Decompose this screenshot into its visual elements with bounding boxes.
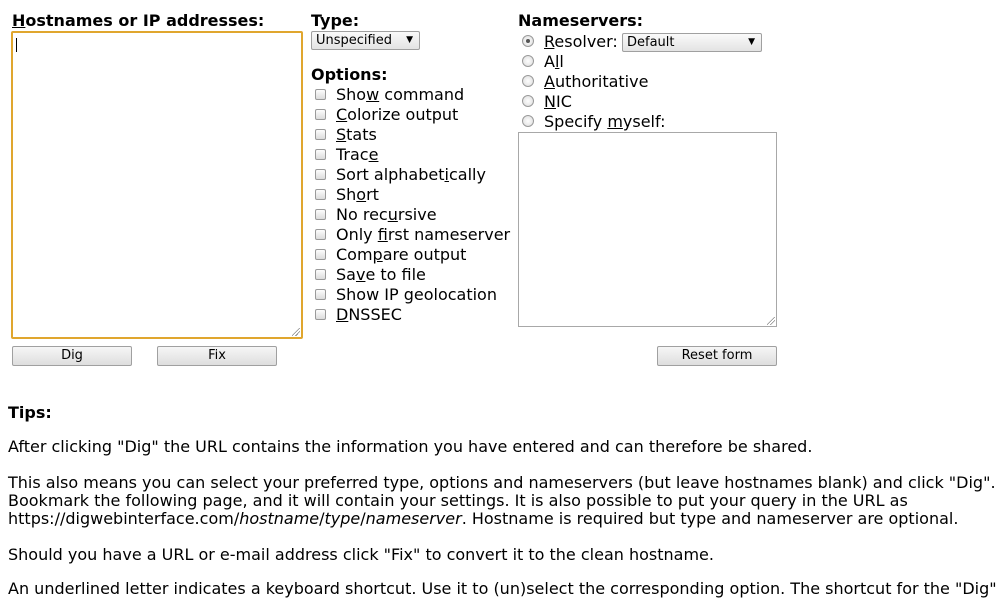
- option-label: No recursive: [336, 205, 437, 224]
- tip-shortcuts: An underlined letter indicates a keyboard shortcut. Use it to (un)select the corresponding option. The shortcut for the "Dig": [8, 579, 997, 598]
- option-checkbox[interactable]: [315, 209, 326, 220]
- resize-grip-icon[interactable]: [292, 328, 300, 336]
- text-caret: [16, 38, 17, 52]
- tip-bookmark-line2: Bookmark the following page, and it will contain your settings. It is also possible to put your query in the URL as: [8, 491, 908, 510]
- type-select-value: Unspecified: [316, 33, 392, 48]
- nameserver-radio[interactable]: [522, 35, 534, 47]
- option-label: Stats: [336, 125, 377, 144]
- type-heading: Type:: [311, 11, 360, 30]
- option-checkbox[interactable]: [315, 229, 326, 240]
- resize-grip-icon[interactable]: [767, 317, 775, 325]
- nameserver-radio[interactable]: [522, 95, 534, 107]
- dig-button[interactable]: Dig: [12, 346, 132, 366]
- option-label: Show IP geolocation: [336, 285, 497, 304]
- nameserver-radio[interactable]: [522, 75, 534, 87]
- tip-fix: Should you have a URL or e-mail address click "Fix" to convert it to the clean hostname.: [8, 545, 714, 564]
- nameserver-label: Resolver:: [544, 32, 618, 51]
- option-checkbox[interactable]: [315, 129, 326, 140]
- option-label: Trace: [336, 145, 379, 164]
- reset-form-button[interactable]: Reset form: [657, 346, 777, 366]
- option-checkbox[interactable]: [315, 309, 326, 320]
- nameservers-heading: Nameservers:: [518, 11, 644, 30]
- tips-heading: Tips:: [8, 403, 52, 422]
- tip-bookmark-line3: https://digwebinterface.com/hostname/type/nameserver. Hostname is required but type and nameserver are optional.: [8, 509, 959, 528]
- option-checkbox[interactable]: [315, 109, 326, 120]
- dropdown-arrow-icon: ▼: [406, 35, 413, 45]
- nameserver-label: NIC: [544, 92, 572, 111]
- hostnames-heading: Hostnames or IP addresses:: [12, 11, 265, 30]
- tip-share-url: After clicking "Dig" the URL contains the information you have entered and can therefore be shared.: [8, 437, 813, 456]
- option-checkbox[interactable]: [315, 249, 326, 260]
- option-checkbox[interactable]: [315, 189, 326, 200]
- option-label: Compare output: [336, 245, 467, 264]
- option-checkbox[interactable]: [315, 169, 326, 180]
- type-select[interactable]: [311, 31, 420, 50]
- nameserver-label: All: [544, 52, 564, 71]
- nameserver-label: Specify myself:: [544, 112, 666, 131]
- nameservers-textarea[interactable]: [518, 132, 777, 327]
- option-label: DNSSEC: [336, 305, 402, 324]
- option-label: Save to file: [336, 265, 426, 284]
- fix-button[interactable]: Fix: [157, 346, 277, 366]
- nameserver-label: Authoritative: [544, 72, 649, 91]
- option-checkbox[interactable]: [315, 149, 326, 160]
- tip-bookmark: [8, 474, 998, 528]
- option-checkbox[interactable]: [315, 289, 326, 300]
- option-checkbox[interactable]: [315, 89, 326, 100]
- nameserver-radio[interactable]: [522, 115, 534, 127]
- option-label: Short: [336, 185, 379, 204]
- option-label: Show command: [336, 85, 465, 104]
- tip-bookmark-line1: This also means you can select your preferred type, options and nameservers (but leave hostnames blank) and click "Dig".: [8, 473, 996, 492]
- option-label: Colorize output: [336, 105, 459, 124]
- option-checkbox[interactable]: [315, 269, 326, 280]
- resolver-select-value: Default: [627, 35, 675, 50]
- resolver-select[interactable]: [622, 33, 762, 52]
- hostnames-textarea[interactable]: [11, 31, 303, 339]
- nameserver-radio[interactable]: [522, 55, 534, 67]
- options-heading: Options:: [311, 65, 388, 84]
- dropdown-arrow-icon: ▼: [748, 37, 755, 47]
- option-label: Only first nameserver: [336, 225, 511, 244]
- option-label: Sort alphabetically: [336, 165, 486, 184]
